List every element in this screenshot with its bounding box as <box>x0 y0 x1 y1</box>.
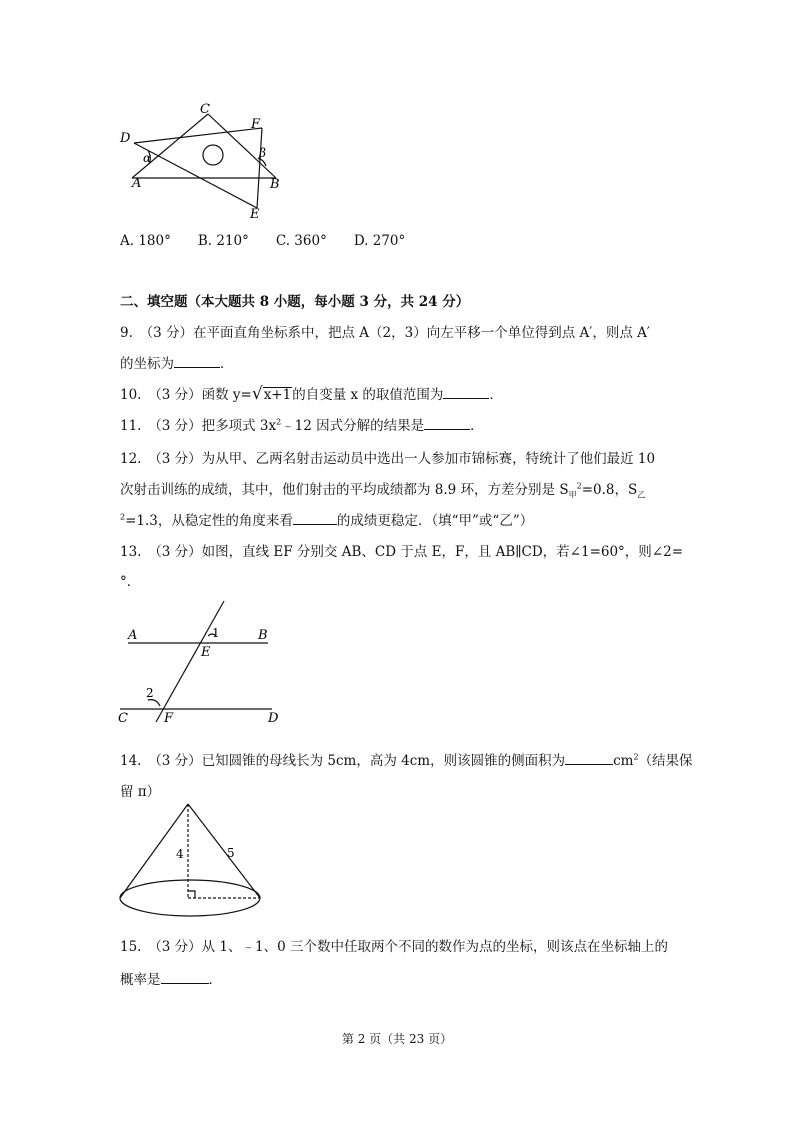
section-title: 二、填空题（本大题共 8 小题，每小题 3 分，共 24 分） <box>120 294 470 310</box>
q12-line2-mid: =0.8，S <box>581 482 638 498</box>
q8-options: A. 180° B. 210° C. 360° D. 270° <box>120 233 406 249</box>
q9-line1: 9. （3 分）在平面直角坐标系中，把点 A（2，3）向左平移一个单位得到点 A′，则点 A′ <box>120 325 650 341</box>
sqrt-sign-icon: √ <box>251 384 263 404</box>
label-C: C <box>118 711 128 726</box>
label-angle-2: 2 <box>146 686 154 700</box>
q9-answer-blank[interactable] <box>174 355 220 368</box>
q11-prefix: 11. （3 分）把多项式 3x <box>120 418 277 434</box>
label-beta: β <box>259 146 266 160</box>
q10-line <box>120 383 503 403</box>
label-E: E <box>250 207 260 218</box>
q9-prefix: 的坐标为 <box>120 356 174 372</box>
q14-answer-blank[interactable] <box>565 752 613 765</box>
label-C: C <box>200 102 210 117</box>
q14-unit-exponent: 2 <box>633 752 639 762</box>
q12-line2-prefix: 次射击训练的成绩，其中，他们射击的平均成绩都为 8.9 环，方差分别是 S <box>120 482 569 498</box>
q12-line3-suffix: 的成绩更稳定．（填“甲”或“乙”） <box>336 513 534 529</box>
angle-2-arc <box>148 700 160 706</box>
q10-radicand: x+1 <box>263 387 292 403</box>
label-D: D <box>268 711 279 726</box>
q12-sub-yi: 乙 <box>637 490 646 500</box>
page-footer: 第 2 页（共 23 页） <box>341 1032 453 1046</box>
label-D: D <box>120 131 131 146</box>
q11-line <box>120 414 484 434</box>
label-height: 4 <box>176 847 184 861</box>
q14-line1 <box>120 749 693 769</box>
q10-mid: 的自变量 x 的取值范围为 <box>292 387 444 403</box>
q13-parallel-lines-figure <box>112 596 292 726</box>
label-E: E <box>201 645 211 660</box>
right-angle-mark <box>188 891 195 898</box>
q13-line1: 13. （3 分）如图，直线 EF 分别交 AB、CD 于点 E，F，且 AB∥CD，若∠1=60°，则∠2= <box>120 544 684 560</box>
q10-prefix: 10. （3 分）函数 y= <box>120 387 252 403</box>
q11-exponent: 2 <box>276 417 282 427</box>
q13-line2: °． <box>120 574 141 590</box>
q15-line1: 15. （3 分）从 1、﹣1、0 三个数中任取两个不同的数作为点的坐标，则该点在坐标轴上的 <box>120 939 668 955</box>
q12-sub-jia: 甲 <box>568 490 577 500</box>
cone-right-slant <box>188 804 260 898</box>
q12-sup-yi: 2 <box>120 512 126 522</box>
q15-prefix: 概率是 <box>120 972 161 988</box>
q12-line3-prefix: =1.3，从稳定性的角度来看 <box>125 513 293 529</box>
label-angle-1: 1 <box>212 626 220 640</box>
q10-answer-blank[interactable] <box>443 386 489 399</box>
label-F: F <box>251 117 261 132</box>
q11-mid: ﹣12 因式分解的结果是 <box>281 418 425 434</box>
q8-triangles-figure <box>112 98 302 218</box>
q15-line2 <box>120 968 222 988</box>
line-FE <box>257 128 262 208</box>
q12-line1: 12. （3 分）为从甲、乙两名射击运动员中选出一人参加市锦标赛，特统计了他们最近 10 <box>120 451 656 467</box>
q11-suffix: ． <box>470 418 484 434</box>
q14-unit: cm <box>613 753 634 769</box>
q12-sup-jia: 2 <box>576 481 582 491</box>
label-slant: 5 <box>227 846 235 860</box>
q10-suffix: ． <box>489 387 503 403</box>
line-EF <box>156 601 224 722</box>
q14-prefix: 14. （3 分）已知圆锥的母线长为 5cm，高为 4cm，则该圆锥的侧面积为 <box>120 753 566 769</box>
q15-suffix: ． <box>208 972 222 988</box>
line-DF <box>134 128 262 143</box>
q15-answer-blank[interactable] <box>161 971 209 984</box>
q11-answer-blank[interactable] <box>424 417 470 430</box>
line-AC <box>132 114 208 178</box>
q12-answer-blank[interactable] <box>293 512 337 525</box>
q14-suffix: （结果保 <box>638 753 693 769</box>
q12-line2 <box>120 478 645 501</box>
q14-line2: 留 π） <box>120 784 161 800</box>
label-B: B <box>258 628 268 643</box>
label-F: F <box>164 711 174 726</box>
label-A: A <box>132 176 142 191</box>
line-DE <box>134 143 257 208</box>
q14-cone-figure <box>116 802 266 922</box>
label-alpha: α <box>143 151 152 165</box>
q12-line3 <box>120 509 533 529</box>
center-circle <box>203 145 223 165</box>
label-A: A <box>128 628 138 643</box>
q9-line2 <box>120 352 234 372</box>
q9-suffix: ． <box>220 356 234 372</box>
label-B: B <box>270 177 280 192</box>
